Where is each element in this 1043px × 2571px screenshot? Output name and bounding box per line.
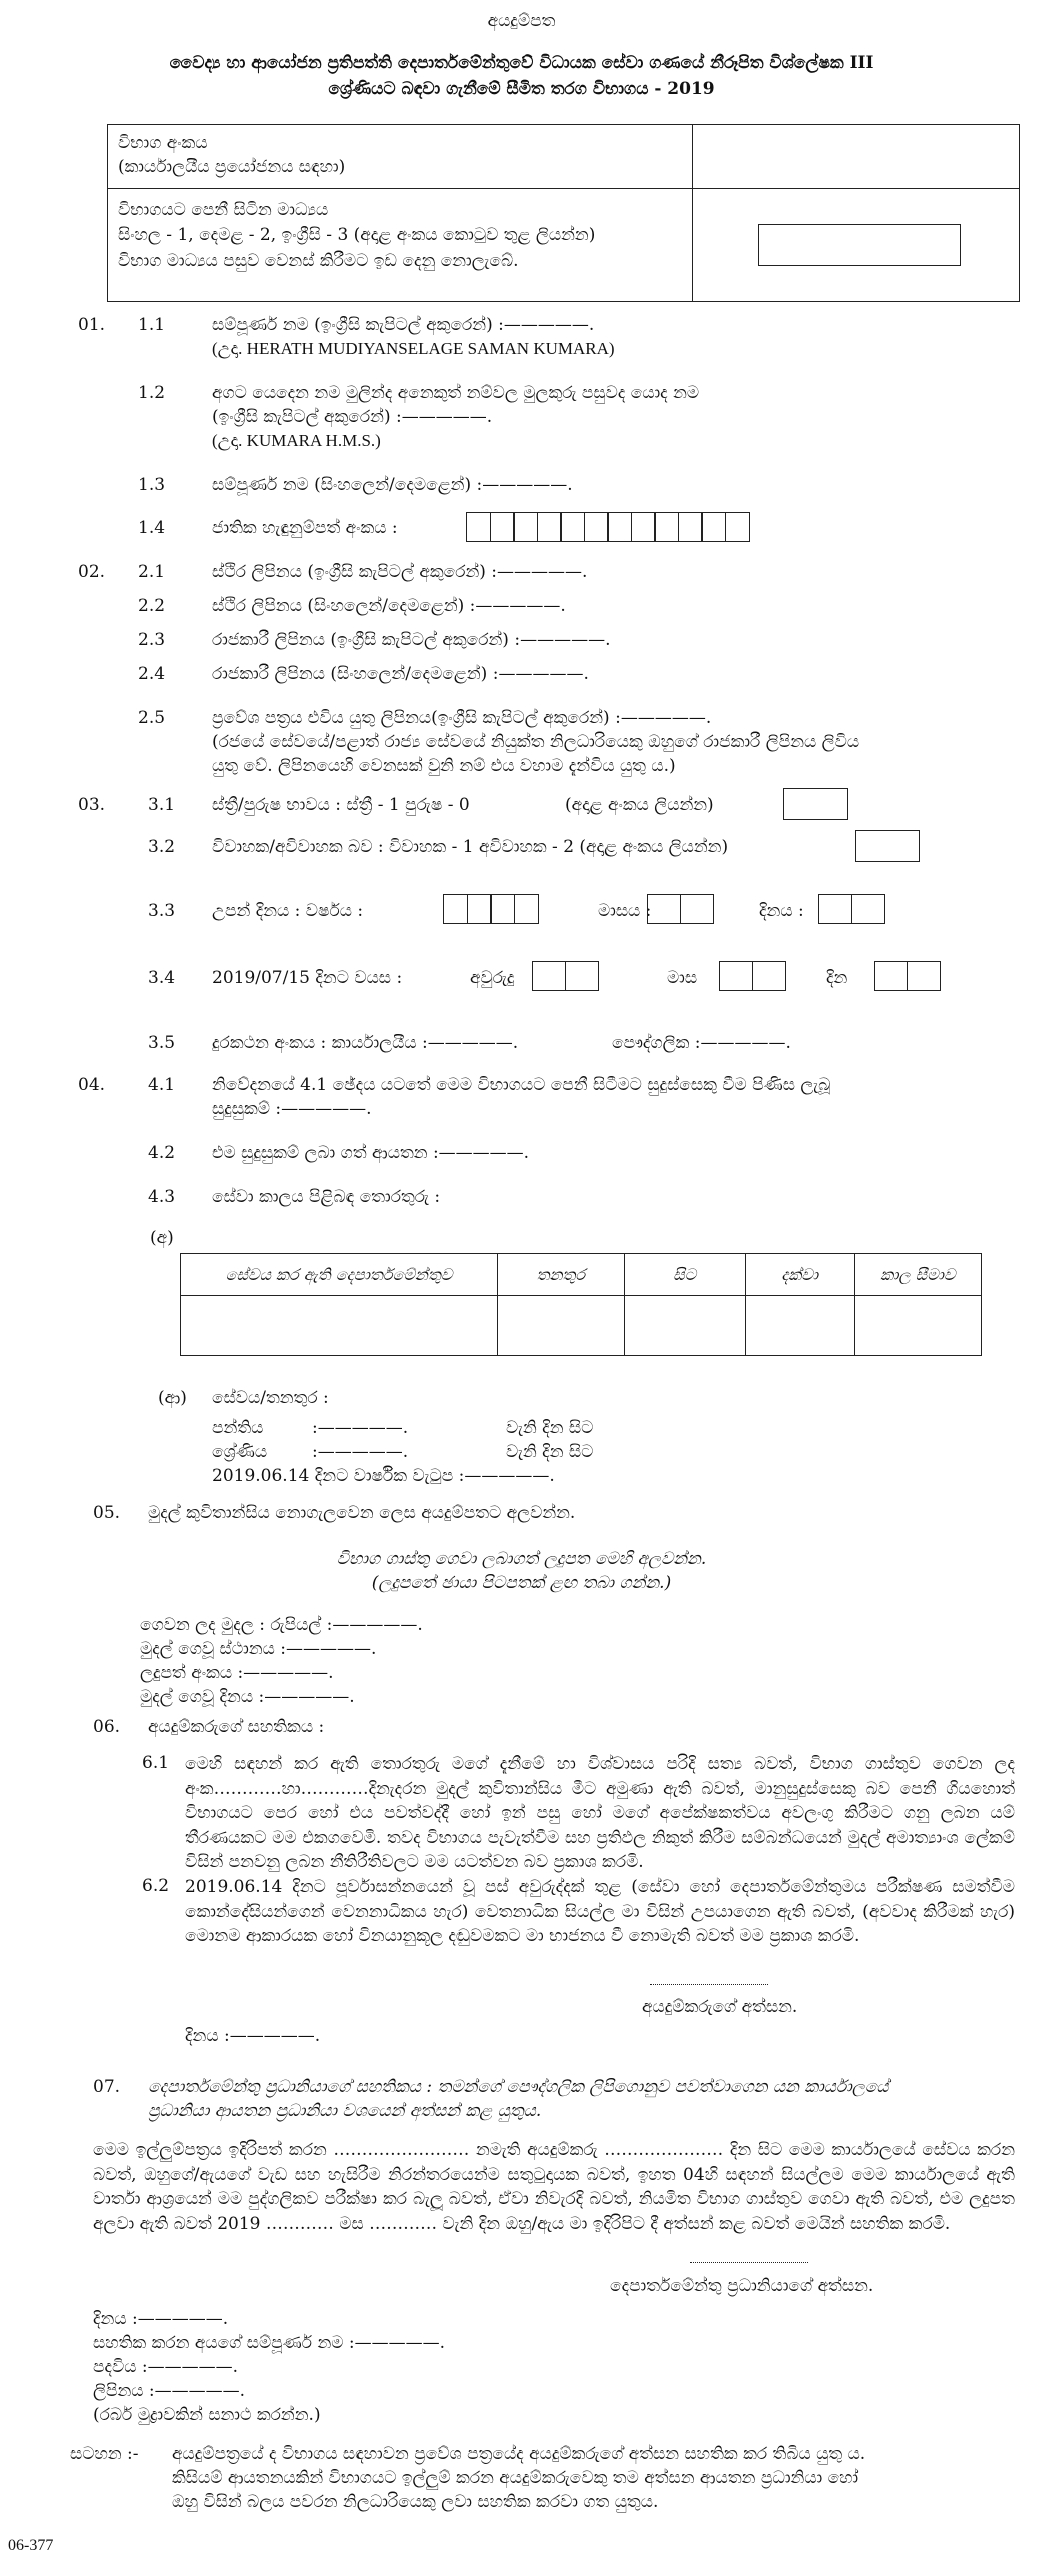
dob-day-label: දිනය : xyxy=(759,901,804,921)
full-name-english-field[interactable]: සම්පූර්ණ නම (ඉංග්‍රීසි කැපිටල් අකුරෙන්) :—————. xyxy=(212,315,595,335)
admission-address-note: (රජයේ සේවයේ/පළාත් රාජ්‍ය සේවයේ නියුක්ත නිලධාරියෙකු ඔහුගේ රාජකාරී ලිපිනය ලිවිය xyxy=(212,732,860,752)
full-name-example: (උදා. HERATH MUDIYANSELAGE SAMAN KUMARA) xyxy=(212,339,615,358)
applicant-signature-label: අයදුම්කරුගේ අත්සන. xyxy=(642,1997,798,2017)
nic-input-cells[interactable] xyxy=(466,512,748,542)
item-number: 2.2 xyxy=(138,596,166,616)
declaration-date-field[interactable]: දිනය :—————. xyxy=(185,2026,321,2046)
age-days-label: දින xyxy=(826,968,848,988)
item-number: 3.1 xyxy=(148,795,176,815)
item-number: 3.3 xyxy=(148,901,176,921)
item-number: 3.2 xyxy=(148,837,176,857)
item-number: 4.1 xyxy=(148,1075,176,1095)
medium-options: සිංහල - 1, දෙමළ - 2, ඉංග්‍රීසි - 3 (අදාළ අංකය කොටුව තුළ ලියන්න) xyxy=(118,225,596,245)
item-number: 2.5 xyxy=(138,708,166,728)
note-text: ඔහු විසින් බලය පවරන නිලධාරියෙකු ලවා සහතික කරවා ගත යුතුය. xyxy=(172,2492,659,2512)
head-certificate-title: ප්‍රධානියා ආයතන ප්‍රධානියා වශයෙන් අත්සන් කළ යුතුය. xyxy=(148,2101,542,2121)
class-field[interactable]: :—————. xyxy=(312,1442,409,1462)
sub-label: (අ) xyxy=(150,1228,174,1248)
table-cell[interactable] xyxy=(745,1296,854,1356)
age-years-cells[interactable] xyxy=(532,961,597,991)
receipt-number-field[interactable]: ලදුපත් අංකය :—————. xyxy=(140,1663,334,1683)
receipt-paste-label: විභාග ගාස්තු ගෙවා ලබාගත් ලදුපත මෙහි අලවන්න. xyxy=(336,1549,707,1569)
dob-year-cells[interactable] xyxy=(443,894,537,924)
note-text: කිසියම් ආයතනයකින් විභාගයට ඉල්ලුම් කරන අයදුම්කරුවෙකු තම අත්සන ආයතන ප්‍රධානියා හෝ xyxy=(172,2468,859,2488)
declaration-paragraph: මෙහි සඳහන් කර ඇති තොරතුරු මගේ දැනීමේ හා විශ්වාසය පරිදි සත්‍ය බවත්, විභාග ගාස්තුව ගෙවන ලද අංක…………හා…………දිනැදරන මුදල් කුවිතාන්සිය මීට අමුණා ඇති බවත්, මානුසුදුස්සෙකු බව පෙනී ගියහොත් විභාගයට පෙර හෝ එය පවත්වද්දී හෝ ඉන් පසු හෝ මගේ අපේක්ෂකත්වය අවලංගු කිරීමට ගනු ලබන යම් තීරණයකට මම එකගවෙමි. තවද විභාගය පැවැත්වීම සහ ප්‍රතිඵල නිකුත් කිරීම සම්බන්ධයෙන් මුදල් අමාත්‍යාංශ ලේකම් විසින් පනවනු ලබන නීතිරීතිවලට මම යටත්වන බව ප්‍රකාශ කරමි. xyxy=(185,1754,1015,1872)
permanent-address-sinhala-field[interactable]: ස්ථිර ලිපිනය (සිංහලෙන්/දෙමළෙන්) :—————. xyxy=(212,596,566,616)
note-label: සටහන :- xyxy=(70,2444,139,2464)
table-cell[interactable] xyxy=(497,1296,624,1356)
sub-label: (ආ) xyxy=(158,1388,187,1408)
dob-year-label: උපන් දිනය : වර්ෂය : xyxy=(212,901,364,921)
signature-line[interactable] xyxy=(650,1984,768,1985)
title-line-2: ශ්‍රේණියට බඳවා ගැනීමේ සීමිත තරග විභාගය - 2019 xyxy=(328,79,715,99)
initials-name-label: අගට යෙදෙන නම මුලින්ද අනෙකුත් නම්වල මුලකුරු පසුවද යොද නම xyxy=(212,383,700,403)
head-signature-label: දෙපාර්තමේන්තු ප්‍රධානියාගේ අත්සන. xyxy=(610,2276,874,2296)
medium-note: විභාග මාධ්‍යය පසුව වෙනස් කිරීමට ඉඩ දෙනු නොලැබේ. xyxy=(118,251,519,271)
age-months-cells[interactable] xyxy=(719,961,784,991)
dob-month-label: මාසය : xyxy=(598,901,652,921)
grade-label: පන්තිය xyxy=(212,1418,264,1438)
item-number: 4.2 xyxy=(148,1143,176,1163)
grade-field[interactable]: :—————. xyxy=(312,1418,409,1438)
phone-personal-field[interactable]: පෞද්ගලික :—————. xyxy=(612,1033,791,1053)
gender-note: (අදාළ අංකය ලියන්න) xyxy=(565,795,714,815)
gender-label: ස්ත්‍රී/පුරුෂ භාවය : ස්ත්‍රී - 1 පුරුෂ - 0 xyxy=(212,795,470,815)
receipt-paste-note: (ලදුපතේ ඡායා පිටපතක් ළඟ තබා ගන්න.) xyxy=(371,1573,672,1593)
age-days-cells[interactable] xyxy=(874,961,939,991)
dob-month-cells[interactable] xyxy=(647,894,712,924)
signature-line[interactable] xyxy=(690,2262,808,2263)
receipt-instruction: මුදල් කුවිතාන්සිය නොගැලවෙන ලෙස අයදුම්පතට අලවන්න. xyxy=(148,1503,576,1523)
item-number: 3.4 xyxy=(148,968,176,988)
institutions-field[interactable]: එම සුදුසුකම් ලබා ගත් ආයතන :—————. xyxy=(212,1143,530,1163)
divider xyxy=(107,188,1020,189)
head-certificate-paragraph: මෙම ඉල්ලුම්පත්‍රය ඉදිරිපත් කරන …………………… නමැති අයදුම්කරු ………………… දින සිට මෙම කාර්යාලයේ සේවය කරන බවත්, ඔහුගේ/ඇයගේ වැඩ සහ හැසිරීම නිරන්තරයෙන්ම සතුටුදායක බවත්, ඉහත 04හි සඳහන් සියල්ලම මෙම කාර්යාලයේ ඇති වාර්තා ආශ්‍රයෙන් මම පුද්ගලිකව පරීක්ෂා කර බැලූ බවත්, ඒවා නිවැරදි බවත්, නියමිත විභාග ගාස්තුව ගෙවා ඇති බවත්, එම ලදුපත අලවා ඇති බවත් 2019 ………… මස ………… වැනි දින ඔහු/ඇය මා ඉදිරිපිට දී අත්සන් කළ බවත් මෙයින් සහතික කරමි. xyxy=(93,2140,1015,2234)
designation-field[interactable]: පදවිය :—————. xyxy=(93,2357,239,2377)
item-number: 2.3 xyxy=(138,630,166,650)
item-number: 2.4 xyxy=(138,664,166,684)
section-number: 06. xyxy=(93,1717,121,1737)
exam-no-label: විභාග අංකය xyxy=(118,133,208,153)
title-line-1: වෛද්‍ය හා ආයෝජන ප්‍රතිපත්ති දෙපාර්තමේන්තුවේ විධායක සේවා ගණයේ නීරූපිත විශ්ලේෂක III xyxy=(169,53,874,73)
service-post-label: සේවය/තනතුර : xyxy=(212,1388,329,1408)
declaration-paragraph: 2019.06.14 දිනට පූර්වාසන්නයෙන් වූ පස් අවුරුද්දක් තුළ (සේවා හෝ දෙපාර්තමේන්තුමය පරීක්ෂණ සමත්වීම කොන්දේසියන්ගෙන් වෙනනාධිකය හැර) වෙතනාධික සියල්ල මා විසින් උපයාගෙන ඇති බවත්, (අවවාද කිරීමක් හැර) මොනම ආකාරයක හෝ විනයානුකූල දඬුවමකට මා භාජනය වී නොමැති බවත් මම ප්‍රකාශ කරමි. xyxy=(185,1877,1015,1946)
dob-day-cells[interactable] xyxy=(818,894,883,924)
qualifications-field[interactable]: සුදුසුකම් :—————. xyxy=(212,1099,372,1119)
grade-from-label: වැනි දින සිට xyxy=(506,1418,594,1438)
section-number: 05. xyxy=(93,1503,121,1523)
item-number: 3.5 xyxy=(148,1033,176,1053)
table-header: තනතුර xyxy=(497,1254,624,1296)
section-number: 07. xyxy=(93,2077,121,2097)
divider xyxy=(692,124,693,302)
rubber-stamp-note: (රබර් මුද්‍රාවකින් සනාථ කරන්න.) xyxy=(93,2405,321,2425)
table-header: සේවය කර ඇති දෙපාර්තමේන්තුව xyxy=(181,1254,498,1296)
table-cell[interactable] xyxy=(854,1296,981,1356)
item-number: 1.2 xyxy=(138,383,166,403)
item-number: 6.2 xyxy=(142,1876,170,1896)
exam-no-note: (කාර්යාලයීය ප්‍රයෝජනය සඳහා) xyxy=(118,157,346,177)
age-years-label: අවුරුදු xyxy=(470,968,515,988)
admission-address-field[interactable]: ප්‍රවේශ පත්‍රය එවිය යුතු ලිපිනය(ඉංග්‍රීසි කැපිටල් අකුරෙන්) :—————. xyxy=(212,708,712,728)
item-number: 4.3 xyxy=(148,1187,176,1207)
table-header: සිට xyxy=(624,1254,745,1296)
applicant-declaration-title: අයදුම්කරුගේ සහතිකය : xyxy=(148,1717,325,1737)
marital-status-input-box[interactable] xyxy=(855,830,920,862)
annual-salary-field[interactable]: 2019.06.14 දිනට වාර්ෂික වැටුප :—————. xyxy=(212,1466,555,1486)
item-number: 6.1 xyxy=(142,1753,170,1773)
item-number: 1.1 xyxy=(138,315,166,335)
table-header: කාල සීමාව xyxy=(854,1254,981,1296)
gender-input-box[interactable] xyxy=(783,788,848,820)
form-title: අයදුම්පත xyxy=(487,11,556,31)
payment-date-field[interactable]: මුදල් ගෙවූ දිනය :—————. xyxy=(140,1687,355,1707)
table-cell[interactable] xyxy=(624,1296,745,1356)
certifier-name-field[interactable]: සහතික කරන අයගේ සම්පූර්ණ නම :—————. xyxy=(93,2333,446,2353)
table-cell[interactable] xyxy=(181,1296,498,1356)
item-number: 2.1 xyxy=(138,562,166,582)
service-table xyxy=(180,1253,982,1356)
head-certificate-title: දෙපාර්තමේන්තු ප්‍රධානියාගේ සහතිකය : තමන්ගේ පෞද්ගලික ලිපිගොනුව පවත්වාගෙන යන කාර්යාලයේ xyxy=(148,2077,889,2097)
medium-input-box[interactable] xyxy=(758,224,961,266)
section-number: 01. xyxy=(78,315,106,335)
medium-label: විභාගයට පෙනී සිටින මාධ්‍යය xyxy=(118,200,329,220)
full-name-sinhala-field[interactable]: සම්පූර්ණ නම (සිංහලෙන්/දෙමළෙන්) :—————. xyxy=(212,475,573,495)
initials-name-example: (උදා. KUMARA H.M.S.) xyxy=(212,431,381,450)
class-label: ශ්‍රේණිය xyxy=(212,1442,268,1462)
item-number: 1.4 xyxy=(138,518,166,538)
service-period-label: සේවා කාලය පිළිබඳ තොරතුරු : xyxy=(212,1187,441,1207)
official-address-sinhala-field[interactable]: රාජකාරී ලිපිනය (සිංහලෙන්/දෙමළෙන්) :—————. xyxy=(212,664,589,684)
form-code: 06-377 xyxy=(8,2537,54,2554)
payment-place-field[interactable]: මුදල් ගෙවූ ස්ථානය :—————. xyxy=(140,1639,377,1659)
age-months-label: මාස xyxy=(667,968,698,988)
age-label: 2019/07/15 දිනට වයස : xyxy=(212,968,403,988)
admission-address-note: යුතු වේ. ලිපිනයෙහි වෙනසක් වුනි නම් එය වහාම දැන්විය යුතු ය.) xyxy=(212,756,676,776)
amount-paid-field[interactable]: ගෙවන ලද මුදල : රුපියල් :—————. xyxy=(140,1615,423,1635)
section-number: 04. xyxy=(78,1075,106,1095)
initials-name-field[interactable]: (ඉංග්‍රීසි කැපිටල් අකුරෙන්) :—————. xyxy=(212,407,493,427)
marital-status-label: විවාහක/අවිවාහක බව : විවාහක - 1 අවිවාහක - 2 (අදාළ අංකය ලියන්න) xyxy=(212,837,729,857)
section-number: 02. xyxy=(78,562,106,582)
table-header: දක්වා xyxy=(745,1254,854,1296)
nic-label: ජාතික හැඳුනුම්පත් අංකය : xyxy=(212,518,398,538)
permanent-address-english-field[interactable]: ස්ථිර ලිපිනය (ඉංග්‍රීසි කැපිටල් අකුරෙන්) :—————. xyxy=(212,562,588,582)
qualifications-label: නිවේදනයේ 4.1 ඡේදය යටතේ මෙම විභාගයට පෙනී සිටීමට සුදුස්සෙකු වීම පිණිස ලැබූ xyxy=(212,1075,831,1095)
class-from-label: වැනි දින සිට xyxy=(506,1442,594,1462)
note-text: අයදුම්පත්‍රයේ ද විභාගය සඳහාවන ප්‍රවේශ පත්‍රයේද අයදුම්කරුගේ අත්සන සහතික කර තිබිය යුතු ය. xyxy=(172,2444,866,2464)
address-field[interactable]: ලිපිනය :—————. xyxy=(93,2381,246,2401)
head-date-field[interactable]: දිනය :—————. xyxy=(93,2309,229,2329)
section-number: 03. xyxy=(78,795,106,815)
phone-office-field[interactable]: දුරකථන අංකය : කාර්යාලයීය :—————. xyxy=(212,1033,519,1053)
official-address-english-field[interactable]: රාජකාරී ලිපිනය (ඉංග්‍රීසි කැපිටල් අකුරෙන්) :—————. xyxy=(212,630,611,650)
item-number: 1.3 xyxy=(138,475,166,495)
